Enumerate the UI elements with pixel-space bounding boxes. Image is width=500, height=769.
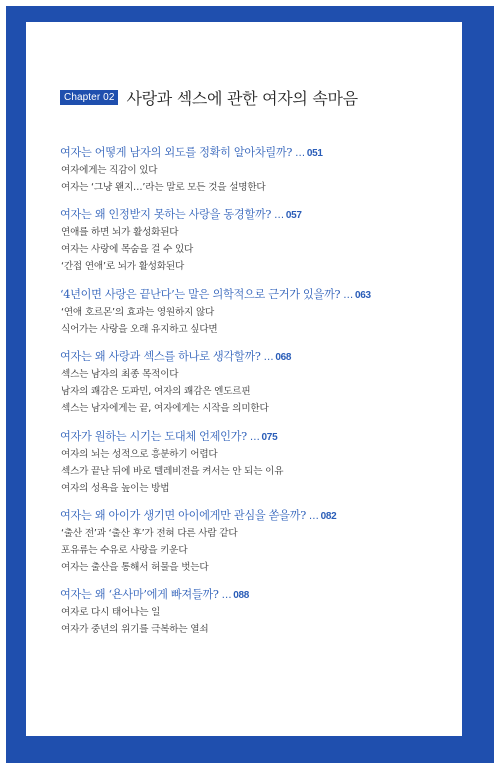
page-number: 082 xyxy=(320,511,337,522)
page-number: 075 xyxy=(261,432,278,443)
toc-section xyxy=(60,144,460,196)
page-number: 068 xyxy=(275,352,292,363)
toc-subitem: 식어가는 사랑을 오래 유지하고 싶다면 xyxy=(61,324,218,335)
toc-section xyxy=(60,428,460,497)
toc-subitem: 여자는 출산을 통해서 허물을 벗는다 xyxy=(61,562,209,573)
toc-section xyxy=(60,286,460,338)
toc-subitem: ‘연애 호르몬’의 효과는 영원하지 않다 xyxy=(61,307,215,318)
toc-subitem: 섹스는 남자에게는 끝, 여자에게는 시작을 의미한다 xyxy=(61,403,269,414)
toc-question[interactable]: 여자는 왜 사랑과 섹스를 하나로 생각할까? … 068 xyxy=(60,350,292,363)
toc-subitem: 남자의 쾌감은 도파민, 여자의 쾌감은 엔도르핀 xyxy=(61,386,251,397)
toc-subitem: 여자는 ‘그냥 왠지…’라는 말로 모든 것을 설명한다 xyxy=(61,182,266,193)
chapter-tag: Chapter 02 xyxy=(60,90,118,105)
toc-subitem: ‘출산 전’과 ‘출산 후’가 전혀 다른 사람 같다 xyxy=(61,528,238,539)
toc-subitem: 여자는 사랑에 목숨을 걸 수 있다 xyxy=(61,244,194,255)
toc-subitem: 연애를 하면 뇌가 활성화된다 xyxy=(61,227,179,238)
toc-section xyxy=(60,206,460,275)
toc-subitem: 포유류는 수유로 사랑을 키운다 xyxy=(61,545,188,556)
toc-question[interactable]: 여자는 왜 ‘욘사마’에게 빠져들까? … 088 xyxy=(60,588,250,601)
toc-section xyxy=(60,348,460,417)
toc-question[interactable]: 여자는 왜 아이가 생기면 아이에게만 관심을 쏟을까? … 082 xyxy=(60,509,337,522)
chapter-title: 사랑과 섹스에 관한 여자의 속마음 xyxy=(126,89,358,108)
chapter-heading xyxy=(60,86,358,109)
page-number: 088 xyxy=(233,590,250,601)
toc-question[interactable]: 여자는 어떻게 남자의 외도를 정확히 알아차릴까? … 051 xyxy=(60,146,323,159)
toc-subitem: 섹스가 끝난 뒤에 바로 텔레비전을 켜서는 안 되는 이유 xyxy=(61,466,284,477)
page-number: 051 xyxy=(306,148,323,159)
toc-question[interactable]: ‘4년이면 사랑은 끝난다’는 말은 의학적으로 근거가 있을까? … 063 xyxy=(60,288,371,301)
toc-subitem: 여자의 성욕을 높이는 방법 xyxy=(61,483,170,494)
toc-question[interactable]: 여자는 왜 인정받지 못하는 사랑을 동경할까? … 057 xyxy=(60,208,302,221)
toc-subitem: 여자가 중년의 위기를 극복하는 열쇠 xyxy=(61,624,209,635)
page-number: 063 xyxy=(354,290,371,301)
toc-subitem: 여자에게는 직감이 있다 xyxy=(61,165,158,176)
toc-subitem: 여자로 다시 태어나는 일 xyxy=(61,607,161,618)
toc-subitem: ‘간접 연애’로 뇌가 활성화된다 xyxy=(61,261,185,272)
page-number: 057 xyxy=(285,210,302,221)
toc-subitem: 여자의 뇌는 성적으로 흥분하기 어렵다 xyxy=(61,449,218,460)
toc-section xyxy=(60,586,460,638)
toc-subitem: 섹스는 남자의 최종 목적이다 xyxy=(61,369,179,380)
toc-section xyxy=(60,507,460,576)
toc-question[interactable]: 여자가 원하는 시기는 도대체 언제인가? … 075 xyxy=(60,430,278,443)
